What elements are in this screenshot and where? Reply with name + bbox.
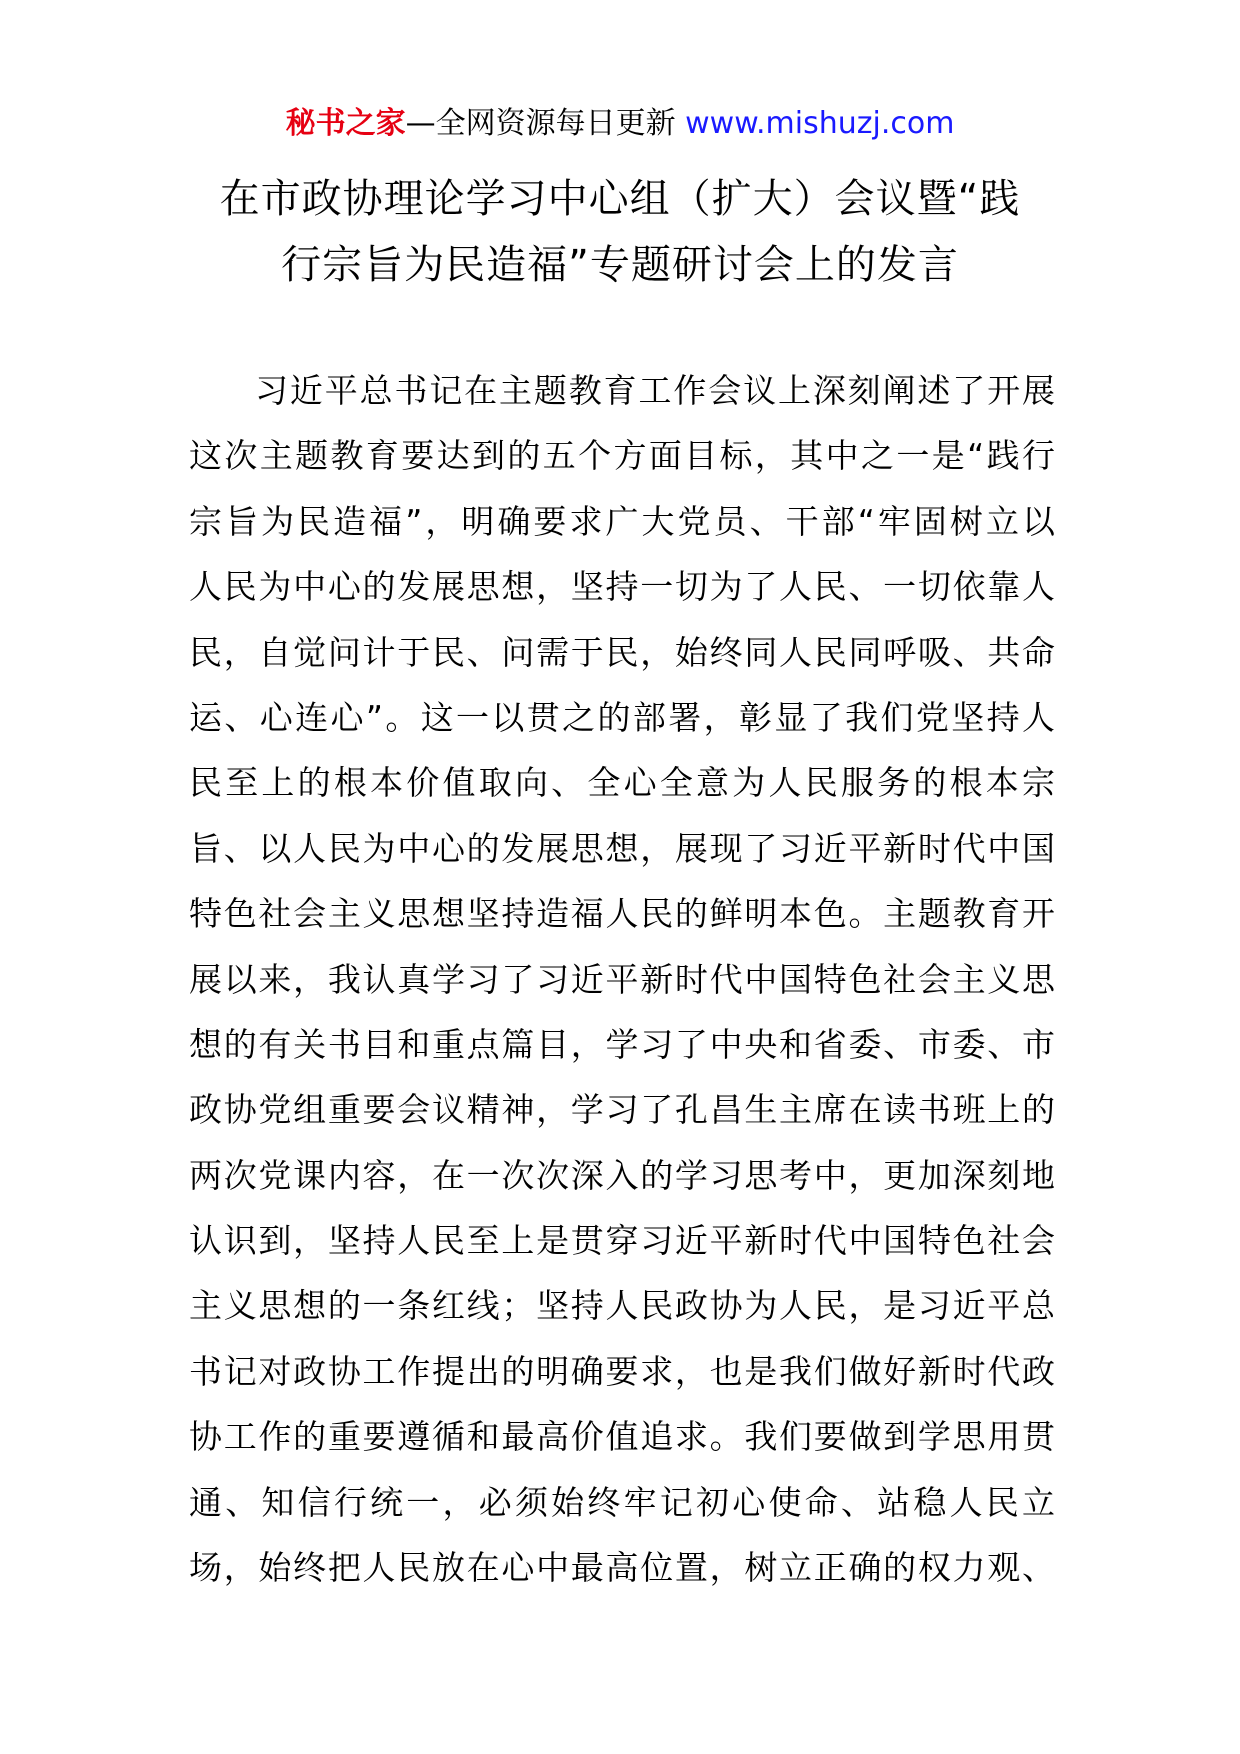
title-line-2: 行宗旨为民造福”专题研讨会上的发言 xyxy=(281,242,959,288)
paragraph-line: 民至上的根本价值取向、全心全意为人民服务的根本宗 xyxy=(189,763,1055,803)
title-line-1: 在市政协理论学习中心组（扩大）会议暨“践 xyxy=(219,176,1021,222)
paragraph-line: 展以来，我认真学习了习近平新时代中国特色社会主义思 xyxy=(189,959,1055,999)
paragraph-line: 人民为中心的发展思想，坚持一切为了人民、一切依靠人 xyxy=(189,567,1055,607)
paragraph-line: 这次主题教育要达到的五个方面目标，其中之一是“践行 xyxy=(189,436,1055,476)
banner-brand: 秘书之家 xyxy=(285,106,406,141)
paragraph-line: 想的有关书目和重点篇目，学习了中央和省委、市委、市 xyxy=(189,1024,1055,1064)
paragraph-line: 政协党组重要会议精神，学习了孔昌生主席在读书班上的 xyxy=(189,1090,1055,1130)
paragraph-line: 书记对政协工作提出的明确要求，也是我们做好新时代政 xyxy=(189,1351,1055,1391)
body-paragraph xyxy=(189,358,1055,1600)
paragraph-line: 认识到，坚持人民至上是贯穿习近平新时代中国特色社会 xyxy=(189,1221,1055,1261)
paragraph-line: 主义思想的一条红线；坚持人民政协为人民，是习近平总 xyxy=(189,1286,1055,1326)
header-banner xyxy=(0,104,1240,144)
paragraph-line: 协工作的重要遵循和最高价值追求。我们要做到学思用贯 xyxy=(189,1417,1055,1457)
paragraph-line: 民，自觉问计于民、问需于民，始终同人民同呼吸、共命 xyxy=(189,632,1055,672)
paragraph-line: 运、心连心”。这一以贯之的部署，彰显了我们党坚持人 xyxy=(189,697,1055,737)
banner-tagline: —全网资源每日更新 xyxy=(405,106,676,141)
banner-url-link[interactable]: www.mishuzj.com xyxy=(685,106,955,141)
paragraph-line: 场，始终把人民放在心中最高位置，树立正确的权力观、 xyxy=(189,1548,1055,1588)
paragraph-line: 旨、以人民为中心的发展思想，展现了习近平新时代中国 xyxy=(189,828,1055,868)
paragraph-line: 通、知信行统一，必须始终牢记初心使命、站稳人民立 xyxy=(189,1482,1055,1522)
paragraph-line: 两次党课内容，在一次次深入的学习思考中，更加深刻地 xyxy=(189,1155,1055,1195)
paragraph-line: 宗旨为民造福”，明确要求广大党员、干部“牢固树立以 xyxy=(189,501,1055,541)
paragraph-line: 特色社会主义思想坚持造福人民的鲜明本色。主题教育开 xyxy=(189,894,1055,934)
document-title xyxy=(160,166,1080,298)
paragraph-line: 习近平总书记在主题教育工作会议上深刻阐述了开展 xyxy=(255,371,1055,410)
